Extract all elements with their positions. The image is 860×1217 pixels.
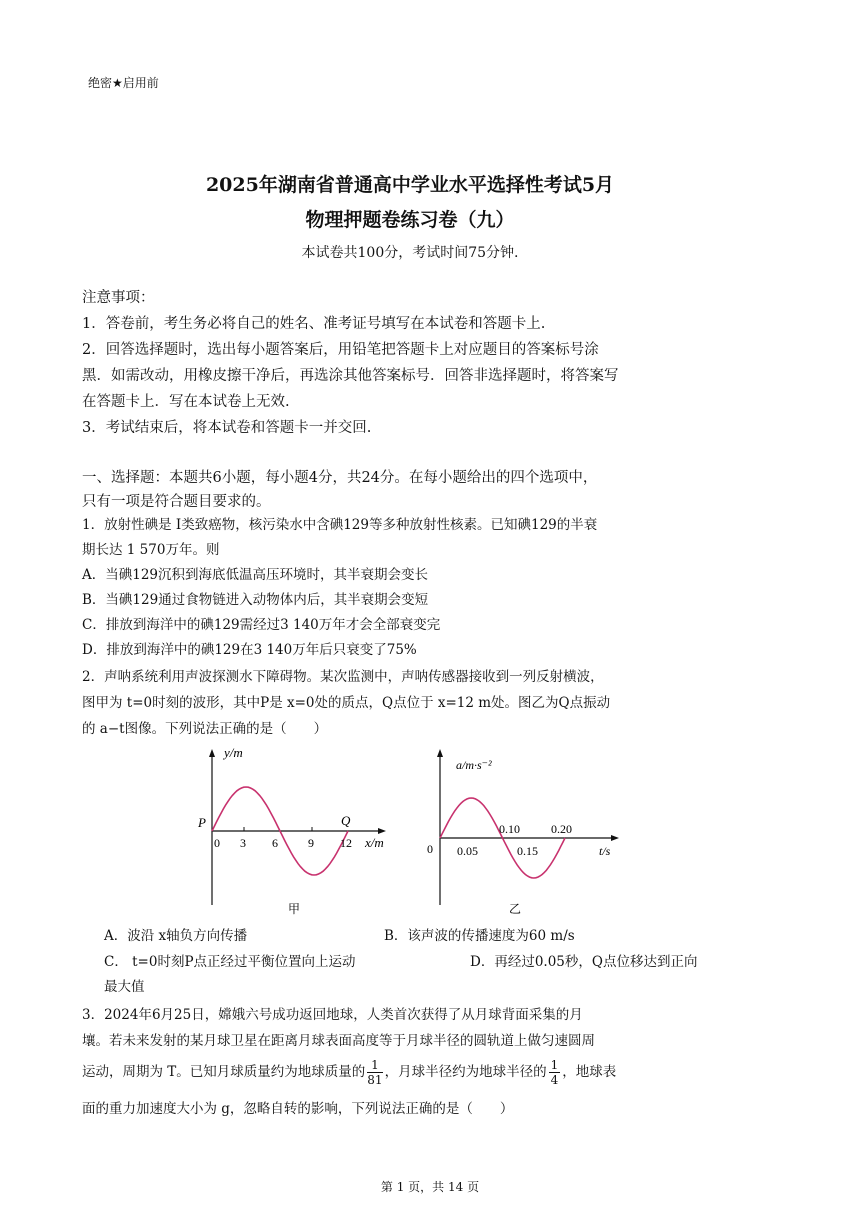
jia-point-q: Q	[341, 813, 351, 828]
q1-stem: 1．放射性碘是 I类致癌物，核污染水中含碘129等多种放射性核素。已知碘129的半衰	[82, 517, 598, 533]
yi-caption: 乙	[509, 902, 522, 916]
jia-tick-6: 6	[272, 836, 278, 850]
q1-stem-cont: 期长达 1 570万年。则	[82, 542, 220, 558]
frac-denominator: 4	[550, 1073, 559, 1087]
q1-option-c: C．排放到海洋中的碘129需经过3 140万年才会全部衰变完	[82, 617, 441, 633]
yi-origin: 0	[427, 842, 433, 856]
q3-text-a: 运动，周期为 T。已知月球质量约为地球质量的	[82, 1064, 366, 1080]
q3-text-c: ，地球表	[562, 1064, 617, 1080]
q3-stem-cont3: 面的重力加速度大小为 g，忽略自转的影响，下列说法正确的是（ ）	[82, 1101, 514, 1117]
section-heading: 一、选择题：本题共6小题，每小题4分，共24分。在每小题给出的四个选项中，	[82, 470, 598, 486]
frac-numerator: 1	[367, 1058, 382, 1073]
yi-y-arrow	[437, 749, 443, 757]
exam-subtitle: 物理押题卷练习卷（九）	[305, 209, 515, 231]
yi-x-arrow	[611, 835, 619, 841]
figure-yi	[415, 745, 625, 925]
q2-option-d: D．再经过0.05秒，Q点位移达到正向	[470, 954, 698, 970]
notice-item-2-cont2: 在答题卡上．写在本试卷上无效.	[82, 394, 290, 410]
yi-y-label: a/m·s⁻²	[456, 758, 492, 772]
q2-stem-cont2: 的 a−t图像。下列说法正确的是（ ）	[82, 721, 328, 737]
yi-x-label: t/s	[599, 844, 611, 858]
q3-text-b: ，月球半径约为地球半径的	[384, 1064, 547, 1080]
frac-numerator: 1	[550, 1058, 559, 1072]
yi-tick-020: 0.20	[551, 822, 572, 836]
jia-x-arrow	[378, 828, 386, 834]
exam-title: 2025年湖南省普通高中学业水平选择性考试5月	[205, 174, 615, 196]
fraction-1-81	[367, 1058, 382, 1087]
page-footer: 第 1 页，共 14 页	[380, 1180, 480, 1194]
q3-stem-cont: 壤。若未来发射的某月球卫星在距离月球表面高度等于月球半径的圆轨道上做匀速圆周	[82, 1033, 595, 1049]
q3-stem-cont2	[82, 1058, 616, 1087]
frac-denominator: 81	[367, 1073, 383, 1087]
exam-info: 本试卷共100分，考试时间75分钟.	[301, 245, 519, 261]
notice-item-1: 1．答卷前，考生务必将自己的姓名、准考证号填写在本试卷和答题卡上.	[82, 316, 546, 332]
jia-caption: 甲	[288, 902, 301, 916]
jia-y-label: y/m	[224, 745, 243, 760]
jia-origin: 0	[214, 836, 220, 850]
yi-tick-015: 0.15	[517, 844, 538, 858]
q1-option-d: D．排放到海洋中的碘129在3 140万年后只衰变了75%	[82, 642, 417, 658]
jia-tick-12: 12	[340, 836, 352, 850]
q2-option-a: A．波沿 x轴负方向传播	[104, 928, 248, 944]
jia-x-label: x/m	[365, 835, 384, 850]
q2-option-d-cont: 最大值	[104, 979, 145, 995]
q2-stem-cont: 图甲为 t=0时刻的波形，其中P是 x=0处的质点，Q点位于 x=12 m处。图乙为Q点振动	[82, 695, 611, 711]
notice-item-3: 3．考试结束后，将本试卷和答题卡一并交回.	[82, 420, 372, 436]
confidential-label: 绝密★启用前	[88, 76, 159, 90]
jia-y-arrow	[209, 749, 215, 757]
notice-item-2-cont: 黑．如需改动，用橡皮擦干净后，再选涂其他答案标号．回答非选择题时，将答案写	[82, 368, 619, 384]
jia-tick-9: 9	[308, 836, 314, 850]
q2-option-b: B．该声波的传播速度为60 m/s	[384, 928, 575, 944]
q1-option-a: A．当碘129沉积到海底低温高压环境时，其半衰期会变长	[82, 567, 429, 583]
notice-heading: 注意事项：	[82, 290, 155, 306]
yi-tick-005: 0.05	[457, 844, 478, 858]
jia-point-p: P	[198, 815, 206, 830]
jia-tick-3: 3	[240, 836, 246, 850]
q1-option-b: B．当碘129通过食物链进入动物体内后，其半衰期会变短	[82, 592, 429, 608]
q2-stem: 2．声呐系统利用声波探测水下障碍物。某次监测中，声呐传感器接收到一列反射横波，	[82, 669, 604, 685]
section-heading-cont: 只有一项是符合题目要求的。	[82, 494, 271, 510]
yi-tick-010: 0.10	[499, 822, 520, 836]
figure-jia	[190, 745, 400, 925]
q2-option-c: C． t=0时刻P点正经过平衡位置向上运动	[104, 954, 356, 970]
fraction-1-4	[549, 1058, 561, 1087]
notice-item-2: 2．回答选择题时，选出每小题答案后，用铅笔把答题卡上对应题目的答案标号涂	[82, 342, 599, 358]
q3-stem: 3．2024年6月25日，嫦娥六号成功返回地球，人类首次获得了从月球背面采集的月	[82, 1007, 583, 1023]
